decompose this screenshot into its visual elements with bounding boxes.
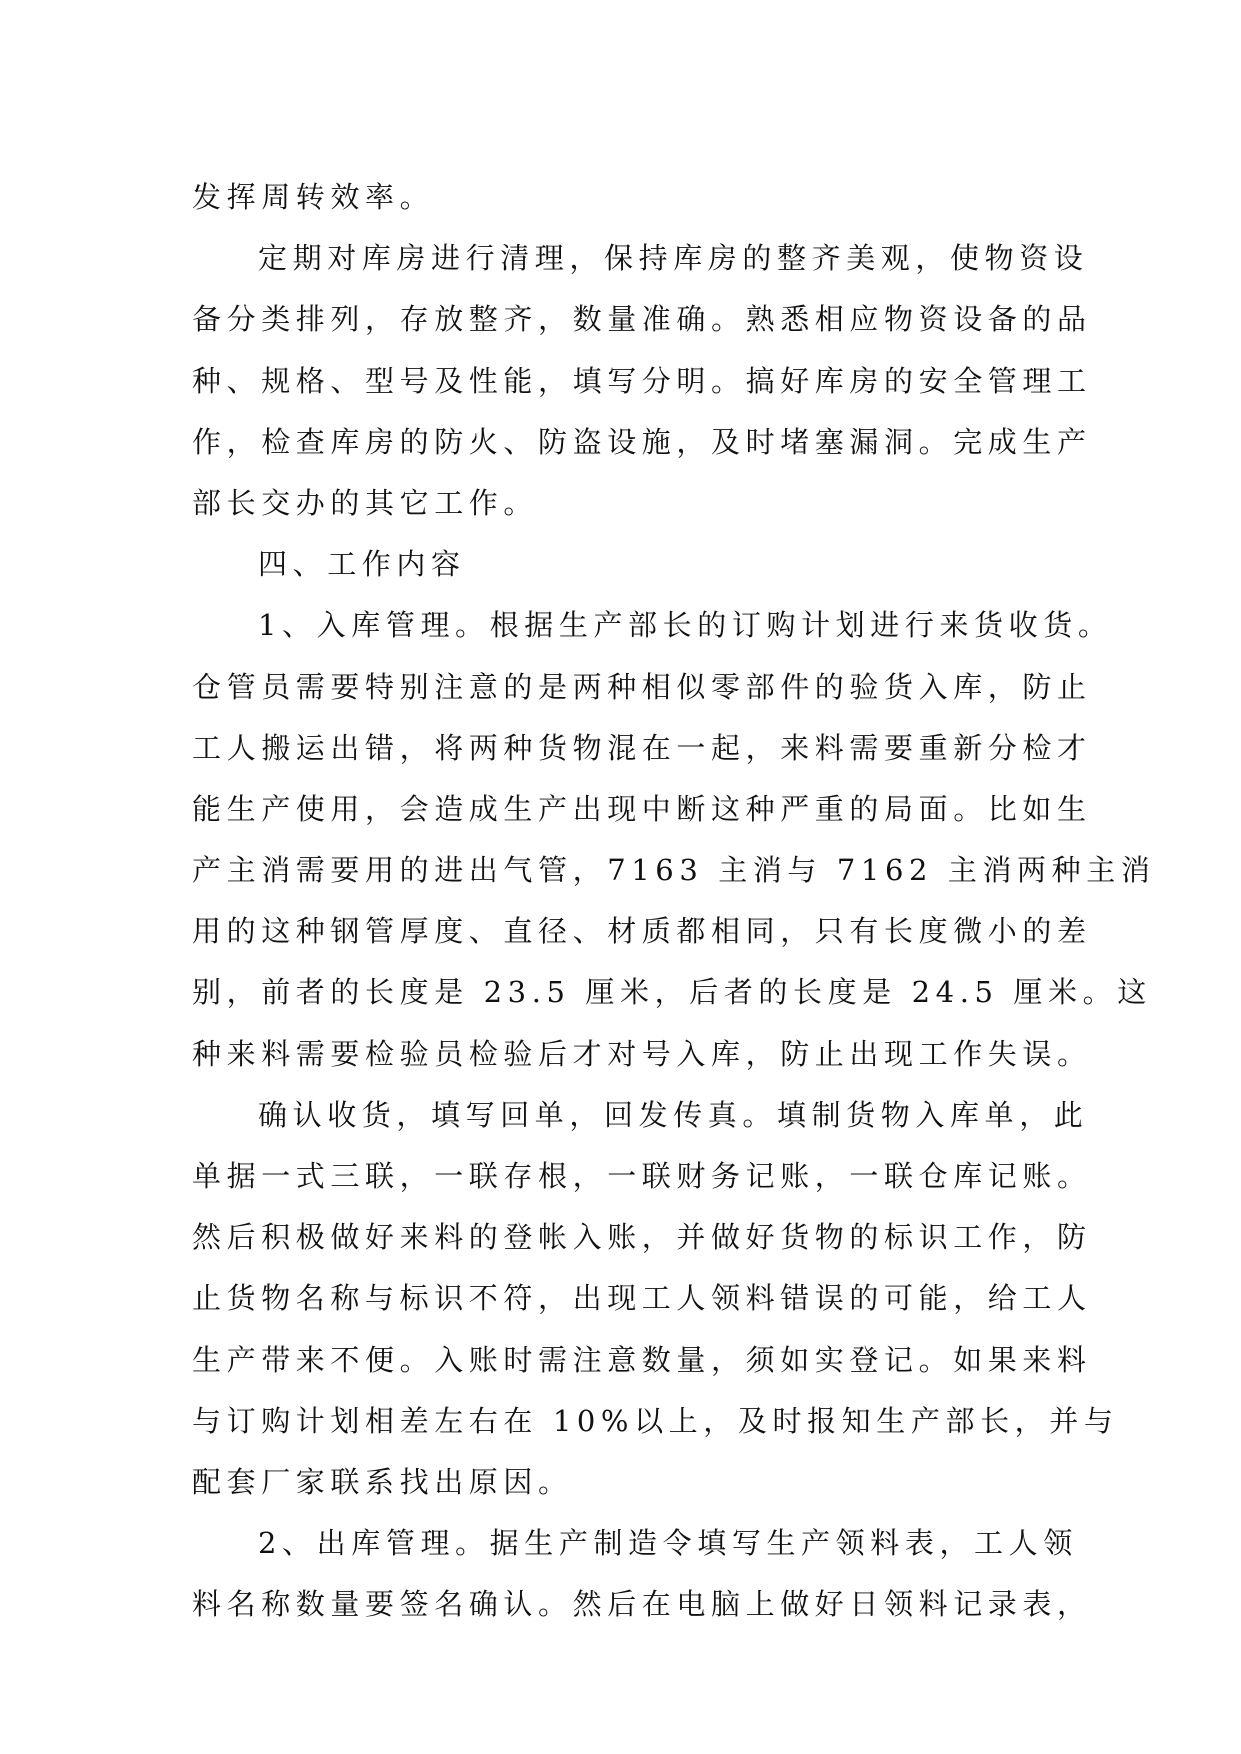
text-line: 种、规格、型号及性能，填写分明。搞好库房的安全管理工 — [192, 363, 1092, 398]
text-line: 种来料需要检验员检验后才对号入库，防止出现工作失误。 — [192, 1036, 1092, 1071]
text-line: 仓管员需要特别注意的是两种相似零部件的验货入库，防止 — [192, 669, 1092, 704]
text-line: 2、出库管理。据生产制造令填写生产领料表，工人领 — [258, 1526, 1078, 1561]
section-heading: 四、工作内容 — [258, 547, 466, 582]
text-line: 料名称数量要签名确认。然后在电脑上做好日领料记录表， — [192, 1587, 1092, 1622]
text-line: 定期对库房进行清理，保持库房的整齐美观，使物资设 — [258, 241, 1089, 276]
text-line: 止货物名称与标识不符，出现工人领料错误的可能，给工人 — [192, 1281, 1092, 1316]
text-line: 能生产使用，会造成生产出现中断这种严重的局面。比如生 — [192, 791, 1092, 826]
text-line: 部长交办的其它工作。 — [192, 485, 539, 520]
text-line: 别，前者的长度是 23.5 厘米，后者的长度是 24.5 厘米。这 — [192, 975, 1152, 1010]
text-line: 1、入库管理。根据生产部长的订购计划进行来货收货。 — [258, 608, 1113, 643]
text-line: 然后积极做好来料的登帐入账，并做好货物的标识工作，防 — [192, 1220, 1092, 1255]
text-line: 产主消需要用的进出气管，7163 主消与 7162 主消两种主消 — [192, 853, 1156, 888]
text-line: 与订购计划相差左右在 10%以上，及时报知生产部长，并与 — [192, 1403, 1119, 1438]
text-line: 配套厂家联系找出原因。 — [192, 1464, 573, 1499]
text-line: 用的这种钢管厚度、直径、材质都相同，只有长度微小的差 — [192, 914, 1092, 949]
text-line: 作，检查库房的防火、防盗设施，及时堵塞漏洞。完成生产 — [192, 424, 1092, 459]
text-line: 生产带来不便。入账时需注意数量，须如实登记。如果来料 — [192, 1342, 1092, 1377]
text-line: 发挥周转效率。 — [192, 180, 435, 214]
text-line: 工人搬运出错，将两种货物混在一起，来料需要重新分检才 — [192, 730, 1092, 765]
text-line: 确认收货，填写回单，回发传真。填制货物入库单，此 — [258, 1097, 1089, 1132]
text-line: 备分类排列，存放整齐，数量准确。熟悉相应物资设备的品 — [192, 302, 1092, 337]
document-body — [192, 167, 1156, 1636]
text-line: 单据一式三联，一联存根，一联财务记账，一联仓库记账。 — [192, 1159, 1092, 1193]
